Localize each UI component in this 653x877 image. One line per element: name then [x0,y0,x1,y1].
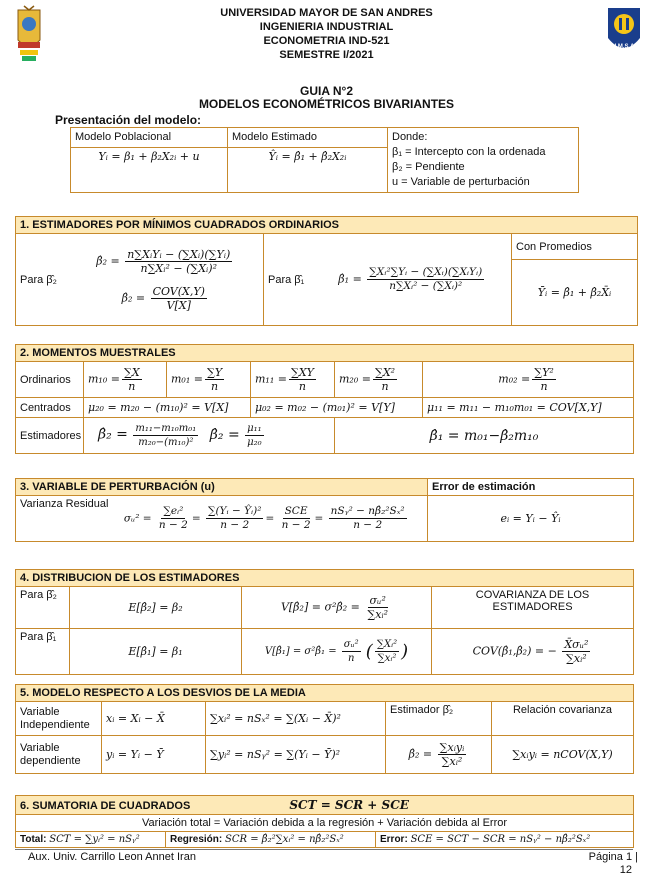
sv-f4-num: nSᵧ² − nβ̂₂²Sₓ² [330,505,405,517]
sv-eq3: = [314,512,324,525]
m02-num: ∑Y² [534,366,554,379]
varianza-residual-label: Varianza Residual [16,496,106,542]
header-line-semester: SEMESTRE I/2021 [279,49,374,61]
v-b1-den: n [347,653,355,664]
relacion-covarianza-label: Relación covarianza [492,702,634,736]
sigma-lhs: σᵤ² = [123,512,152,525]
institution-header [150,6,503,62]
estimadores-label: Estimadores [16,418,84,454]
sv-f1-den: n − 2 [158,519,188,531]
sv-eq1: = [191,512,201,525]
section-6-title-cell [16,796,634,815]
sv-f3-num: SCE [284,505,308,517]
mu02-eq: μ₀₂ = m₀₂ − (m₀₁)² = V[Y] [251,398,423,418]
m11-num: ∑XY [290,366,314,379]
header-line-career: INGENIERIA INDUSTRIAL [259,21,394,33]
sv-f3-den: n − 2 [281,519,311,531]
m01-cell [167,362,251,398]
estimators-cell [84,418,335,454]
where-cell [388,128,579,193]
est-b2-den: ∑xᵢ² [441,755,463,768]
var-dependent-label: Variable dependiente [16,736,102,774]
m02-lhs: m₀₂ = [498,372,531,386]
regression-eq: SCR = β̂₂²∑xᵢ² = nβ̂₂²Sₓ² [225,834,344,845]
sum-y-eq: ∑yᵢ² = nSᵧ² = ∑(Yᵢ − Ȳ)² [206,736,386,774]
umsa-logo [606,4,642,58]
m01-lhs: m₀₁ = [171,372,203,386]
where-u: u = Variable de perturbación [392,176,530,188]
v-b2-lhs: V[β̂₂] = σ²β̂₂ = [280,600,360,614]
population-model-eq: Yᵢ = β₁ + β₂X₂ᵢ + u [71,147,228,193]
umsa-logo-text: U.M.S.A. [611,44,637,50]
est-b2-num: ∑xᵢyᵢ [439,741,465,754]
yi-eq: yᵢ = Yᵢ − Ȳ [102,736,206,774]
b2-formulas [68,234,264,326]
s4-para-b2-label: Para β̂₂ [16,587,70,629]
mu20-eq: μ₂₀ = m₂₀ − (m₁₀)² = V[X] [84,398,251,418]
b2-cov-numerator: COV(X,Y) [152,284,205,298]
regression-cell [166,832,376,848]
error-cell [376,832,634,848]
error-label: Error: [380,834,408,845]
v-b1-num: σᵤ² [343,639,359,650]
e-b1-eq: E[β̂₁] = β₁ [70,629,242,675]
est2-den: μ₂₀ [247,437,262,448]
mu11-eq: μ₁₁ = m₁₁ − m₁₀m₀₁ = COV[X,Y] [423,398,634,418]
est1-lhs: β̂₂ = [98,426,128,443]
xi-eq: xᵢ = Xᵢ − X̄ [102,702,206,736]
b2-lhs: β̂₂ = [96,254,120,267]
est3-eq: β̂₁ = m₀₁−β̂₂m₁₀ [335,418,634,454]
m02-cell [423,362,634,398]
section-1-table [15,216,638,326]
m20-cell [335,362,423,398]
section-2-table [15,344,634,454]
section-5-title: 5. MODELO RESPECTO A LOS DESVIOS DE LA MEDIA [16,685,634,702]
sum-x-eq: ∑xᵢ² = nSₓ² = ∑(Xᵢ − X̄)² [206,702,386,736]
b2-denominator: n∑Xᵢ² − (∑Xᵢ)² [140,261,217,275]
m10-den: n [128,380,136,393]
error-estimation-title: Error de estimación [428,479,634,496]
para-b1-label: Para β̂₁ [264,234,314,326]
where-beta1: β₁ = Intercepto con la ordenada [392,146,546,158]
m20-lhs: m₂₀ = [339,372,371,386]
estimated-model-eq: Ŷᵢ = β̂₁ + β̂₂X₂ᵢ [228,147,388,193]
footer-author: Aux. Univ. Carrillo Leon Annet Iran [28,851,196,863]
residual-variance-eq [106,496,428,542]
header-line-course: ECONOMETRIA IND-521 [263,35,390,47]
v-b2-num: σᵤ² [369,594,386,607]
section-4-table [15,569,634,675]
section-4-title: 4. DISTRIBUCION DE LOS ESTIMADORES [16,570,634,587]
b1-numerator: ∑Xᵢ²∑Yᵢ − (∑Xᵢ)(∑XᵢYᵢ) [369,266,483,278]
estimador-b2-label: Estimador β̂₂ [386,702,492,736]
section-1-title: 1. ESTIMADORES POR MÍNIMOS CUADRADOS ORDINARIOS [16,217,638,234]
b1-lhs: β̂₁ = [338,272,362,286]
m11-cell [251,362,335,398]
cov-eq-cell [432,629,634,675]
guide-number: GUIA N°2 [299,84,354,98]
section-6-title-eq: SCT = SCR + SCE [289,798,409,812]
para-b2-label: Para β̂₂ [16,234,68,326]
sv-f1-num: ∑eᵢ² [163,505,184,517]
section-2-title: 2. MOMENTOS MUESTRALES [16,345,634,362]
m10-num: ∑X [123,366,140,379]
guide-subtitle: MODELOS ECONOMÉTRICOS BIVARIANTES [198,97,455,111]
section-6-table [15,795,634,848]
variation-description: Variación total = Variación debida a la regresión + Variación debida al Error [16,815,634,832]
m10-cell [84,362,167,398]
header-line-university: UNIVERSIDAD MAYOR DE SAN ANDRES [220,7,433,19]
col-estimated-model: Modelo Estimado [228,128,388,148]
v-b1-in-den: ∑xᵢ² [377,653,397,664]
presentation-table [70,127,579,193]
v-b2-cell [242,587,432,629]
sv-f2-num: ∑(Yᵢ − Ŷᵢ)² [207,505,262,517]
left-logo [14,4,44,68]
error-sum-eq: SCE = SCT − SCR = nSᵧ² − nβ̂₂²Sₓ² [410,834,591,845]
footer-divider [15,849,633,850]
b2-numerator: n∑XᵢYᵢ − (∑Xᵢ)(∑Yᵢ) [127,247,231,261]
guide-title [120,85,533,111]
m20-den: n [381,380,389,393]
est2-lhs: β̂₂ = [209,426,240,443]
section-6-title: 6. SUMATORIA DE CUADRADOS [20,800,191,812]
section-5-table [15,684,634,774]
est-b2-cell [386,736,492,774]
v-b2-den: ∑xᵢ² [367,608,389,621]
m20-num: ∑X² [374,366,396,379]
ordinarios-label: Ordinarios [16,362,84,398]
cov-estimators-title: COVARIANZA DE LOS ESTIMADORES [432,587,634,629]
v-b1-lhs: V[β̂₁] = σ²β̂₁ = [264,646,337,657]
b1-formula [314,234,512,326]
v-b1-in-num: ∑Xᵢ² [376,639,398,650]
rel-cov-eq: ∑xᵢyᵢ = nCOV(X,Y) [492,736,634,774]
m10-lhs: m₁₀ = [88,372,120,386]
var-independent-label: Variable Independiente [16,702,102,736]
m02-den: n [540,380,548,393]
total-label: Total: [20,834,47,845]
section-3-table [15,478,634,542]
where-label: Donde: [392,131,428,143]
centrados-label: Centrados [16,398,84,418]
m01-num: ∑Y [206,366,223,379]
sv-eq2: = [265,512,275,525]
con-promedios-label: Con Promedios [512,234,638,260]
section-3-title: 3. VARIABLE DE PERTURBACIÓN (u) [16,479,428,496]
presentation-label: Presentación del modelo: [55,113,202,127]
est2-num: μ₁₁ [247,423,262,434]
averages-eq: Ȳᵢ = β̂₁ + β̂₂X̄ᵢ [512,260,638,326]
m11-den: n [298,380,306,393]
v-b1-cell: V[β̂₁] = σ²β̂₁ = $\frac{\text{σᵤ²}}{n}$ ( $\frac{\text{∑Xᵢ²}}{\text{∑xᵢ²}}$ ) [242,629,432,675]
footer-page: Página 1 | [588,851,638,863]
col-population-model: Modelo Poblacional [71,128,228,148]
e-b2-eq: E[β̂₂] = β₂ [70,587,242,629]
m11-lhs: m₁₁ = [255,372,287,386]
est1-den: m₂₀−(m₁₀)² [138,437,194,448]
b2-cov-denominator: V[X] [166,298,191,312]
cov-den: ∑xᵢ² [566,652,587,665]
cov-lhs: COV(β̂₁,β̂₂) = − [472,644,557,658]
sv-f2-den: n − 2 [220,519,250,531]
error-eq: eᵢ = Yᵢ − Ŷᵢ [428,496,634,542]
where-beta2: β₂ = Pendiente [392,161,465,173]
b2-cov-lhs: β̂₂ = [121,291,146,304]
b1-denominator: n∑Xᵢ² − (∑Xᵢ)² [389,280,463,292]
total-eq: SCT = ∑yᵢ² = nSᵧ² [49,834,140,845]
sv-f4-den: n − 2 [353,519,383,531]
s4-para-b1-label: Para β̂₁ [16,629,70,675]
est1-num: m₁₁−m₁₀m₀₁ [135,423,197,434]
est-b2-lhs: β̂₂ = [408,747,433,761]
regression-label: Regresión: [170,834,223,845]
cov-num: X̄σᵤ² [564,638,589,651]
m01-den: n [210,380,219,393]
footer-page-total: 12 [619,864,632,876]
total-cell [16,832,166,848]
